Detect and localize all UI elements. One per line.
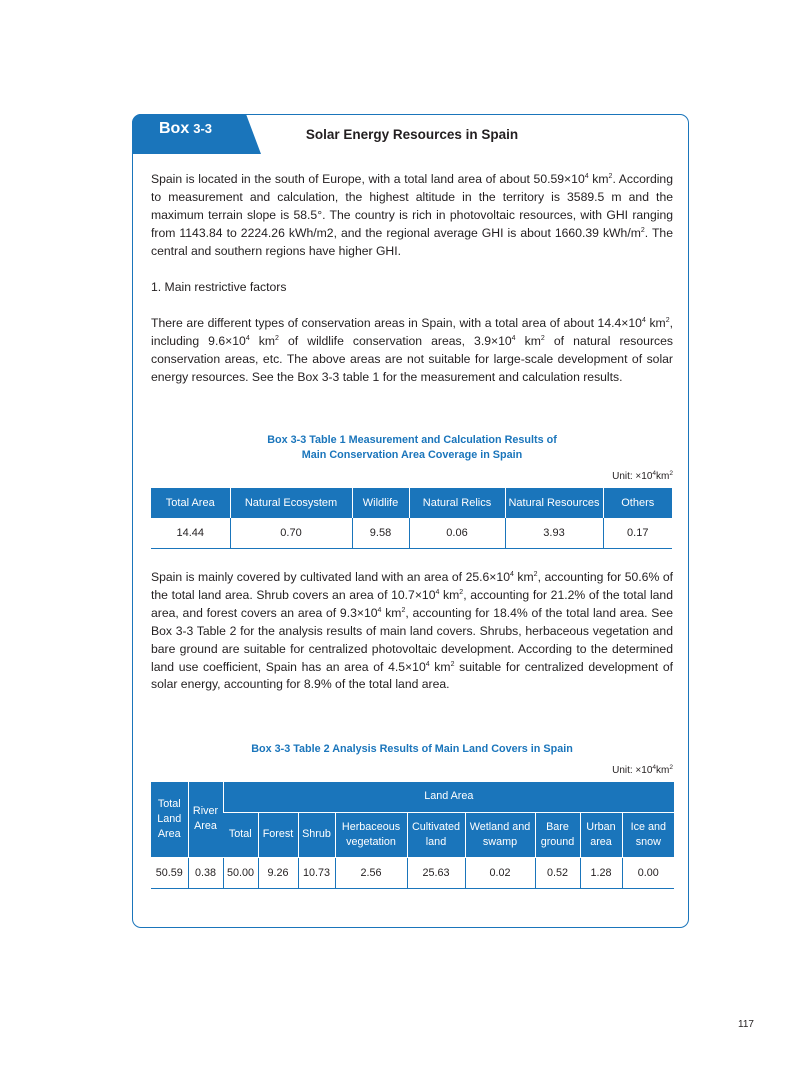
table2-cell: 50.00 — [223, 857, 258, 888]
table1-cell: 14.44 — [151, 518, 230, 549]
table2-subheader: Urban area — [580, 812, 622, 857]
section-heading: 1. Main restrictive factors — [151, 280, 287, 294]
box-title: Solar Energy Resources in Spain — [305, 127, 519, 142]
table2-subheader: Cultivated land — [407, 812, 465, 857]
table1-header: Natural Resources — [505, 488, 603, 518]
table2-header-river-area: River Area — [188, 782, 223, 857]
table2-header-land-area: Land Area — [223, 782, 674, 812]
table1-header: Natural Relics — [409, 488, 505, 518]
table2-subheader: Herbaceous vegetation — [335, 812, 407, 857]
table2-cell: 0.52 — [535, 857, 580, 888]
table2-caption: Box 3-3 Table 2 Analysis Results of Main Land Covers in Spain — [251, 743, 573, 755]
table2-cell: 50.59 — [151, 857, 188, 888]
table1-header: Natural Ecosystem — [230, 488, 352, 518]
land-cover-paragraph: Spain is mainly covered by cultivated land with an area of $25.6\times 10^4$ $km^2$, accounting for 50.6% of the total land area. Shrub covers an area of $10.7\times 10^4$ $km^2$, accounting for 21.2% of the total land area, and forest covers an area of $9.3\times 10^4$ $km^2$, accounting for 18.4% of the total land area. See Box 3-3 Table 2 for the analysis results of main land covers. Shrubs, herbaceous vegetation and bare ground are suitable for centralized photovoltaic development. According to the determined land use coefficient, Spain has an area of $4.5\times 10^4$ $km^2$ suitable for centralized development of solar energy, accounting for 8.9% of the total land area. — [151, 570, 673, 692]
table2-cell: 0.02 — [465, 857, 535, 888]
table2-subheader: Ice and snow — [622, 812, 674, 857]
table1 — [151, 488, 672, 549]
table-row — [151, 518, 672, 549]
table1-header: Total Area — [151, 488, 230, 518]
table1-cell: 0.06 — [409, 518, 505, 549]
table2-subheader: Bare ground — [535, 812, 580, 857]
table1-header-row — [151, 488, 672, 518]
table1-cell: 0.17 — [603, 518, 672, 549]
table2-cell: 2.56 — [335, 857, 407, 888]
table1-cell: 9.58 — [352, 518, 409, 549]
table2 — [151, 782, 674, 889]
box-tab-slant — [239, 114, 263, 155]
table1-header: Others — [603, 488, 672, 518]
table2-subheader: Forest — [258, 812, 298, 857]
table2-cell: 9.26 — [258, 857, 298, 888]
table1-caption: Box 3-3 Table 1 Measurement and Calculation Results of Main Conservation Area Coverage in Spain — [267, 434, 557, 461]
table2-cell: 25.63 — [407, 857, 465, 888]
intro-paragraph: Spain is located in the south of Europe, with a total land area of about $50.59\times 10^4$ $km^2$. According to measurement and calculation, the highest altitude in the territory is 3589.5 m and the maximum terrain slope is 58.5°. The country is rich in photovoltaic resources, with GHI ranging from 1143.84 to 2224.26 kWh/m2, and the regional average GHI is about 1660.39 kWh/$m^2$. The central and southern regions have higher GHI. — [151, 172, 673, 258]
table1-unit: Unit: $\times 10^4km^2$ — [612, 470, 673, 482]
table2-cell: 0.38 — [188, 857, 223, 888]
table2-cell: 0.00 — [622, 857, 674, 888]
table1-cell: 3.93 — [505, 518, 603, 549]
table2-header-total-land-area: Total Land Area — [151, 782, 188, 857]
conservation-paragraph: There are different types of conservation areas in Spain, with a total area of about $14.4\times 10^4$ $km^2$, including $9.6\times 10^4$ $km^2$ of wildlife conservation areas, $3.9\times 10^4$ $km^2$ of natural resources conservation areas, etc. The above areas are not suitable for large-scale development of solar energy resources. See the Box 3-3 table 1 for the measurement and calculation results. — [151, 316, 673, 384]
table2-subheader: Total — [223, 812, 258, 857]
page-number: 117 — [738, 1019, 754, 1030]
box-tab-label: Box 3-3 — [159, 120, 213, 137]
box-tab — [132, 114, 240, 154]
table2-subheader: Shrub — [298, 812, 335, 857]
table2-header-row — [151, 782, 674, 812]
table-row — [151, 857, 674, 888]
table1-header: Wildlife — [352, 488, 409, 518]
table2-cell: 10.73 — [298, 857, 335, 888]
table2-subheader: Wetland and swamp — [465, 812, 535, 857]
table2-unit: Unit: $\times 10^4km^2$ — [612, 764, 673, 776]
table2-subheader-row — [151, 812, 674, 857]
table2-cell: 1.28 — [580, 857, 622, 888]
table1-cell: 0.70 — [230, 518, 352, 549]
